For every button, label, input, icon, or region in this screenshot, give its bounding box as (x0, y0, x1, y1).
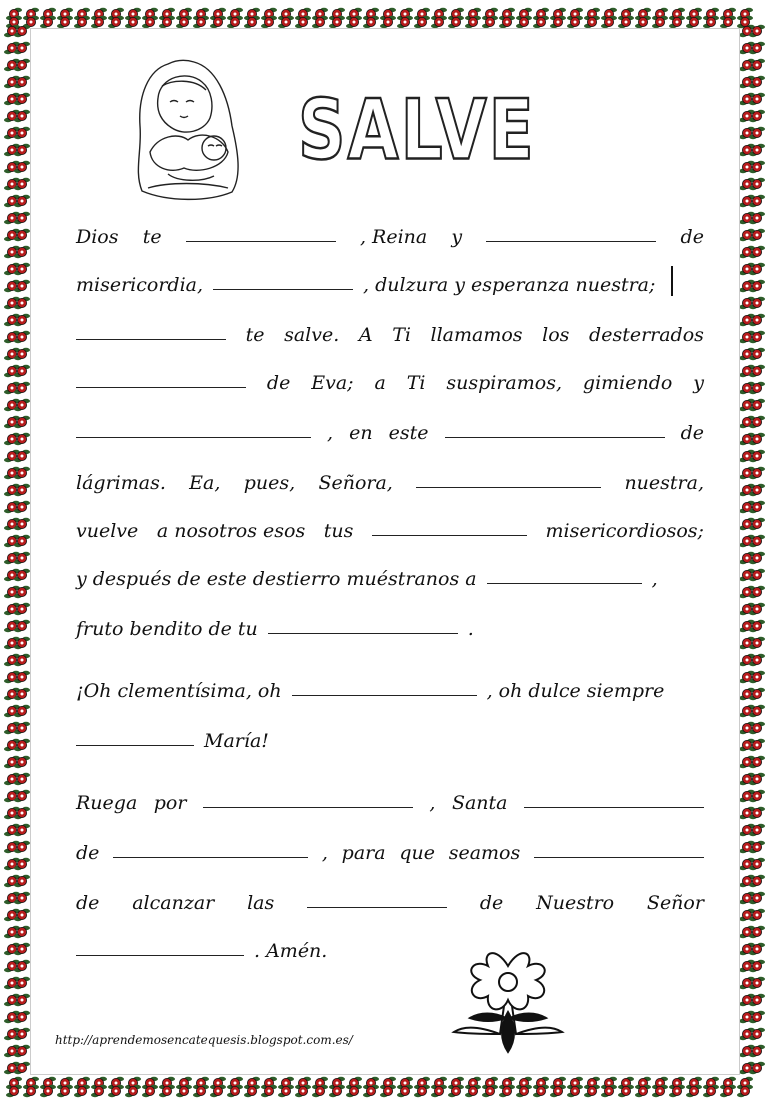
word: en (349, 422, 373, 444)
text-line (76, 550, 704, 590)
word: lágrimas. (76, 472, 166, 494)
fill-in-blank[interactable] (113, 856, 308, 858)
word: alcanzar (132, 892, 215, 914)
text-line (76, 922, 704, 962)
word: de (680, 226, 704, 248)
fill-in-blank[interactable] (203, 806, 413, 808)
word: para (341, 842, 386, 864)
fill-in-blank[interactable] (76, 954, 166, 956)
word: Ti (392, 324, 411, 346)
fill-in-blank[interactable] (487, 582, 642, 584)
word: Nuestro (536, 892, 615, 914)
fill-in-blank[interactable] (445, 436, 665, 438)
word: a nosotros esos (156, 520, 306, 542)
word: de (76, 892, 100, 914)
word: Ea, (189, 472, 221, 494)
word: te (245, 324, 265, 346)
text-line (76, 208, 704, 248)
text-line (76, 662, 704, 702)
word: y (451, 226, 463, 248)
word: desterrados (589, 324, 704, 346)
word: vuelve (76, 520, 139, 542)
word: Eva; (311, 372, 354, 394)
page-title: SALVE (298, 82, 536, 179)
word: te (142, 226, 162, 248)
text-line (76, 824, 704, 864)
word: suspiramos, (446, 372, 563, 394)
word: seamos (448, 842, 521, 864)
word: , (321, 842, 328, 864)
fill-in-blank[interactable] (76, 744, 194, 746)
word: , dulzura y esperanza nuestra; (363, 274, 656, 296)
word: Señor (646, 892, 704, 914)
word: llamamos (430, 324, 523, 346)
fill-in-blank[interactable] (76, 436, 311, 438)
text-line (76, 404, 704, 444)
word: , oh dulce siempre (486, 680, 665, 702)
word: Santa (451, 792, 508, 814)
fill-in-blank[interactable] (213, 288, 353, 290)
word: fruto bendito de tu (76, 618, 258, 640)
fill-in-blank[interactable] (76, 338, 226, 340)
fill-in-blank[interactable] (292, 694, 477, 696)
virgin-mary-with-child-icon (128, 56, 248, 202)
word: misericordiosos; (545, 520, 704, 542)
word: que (399, 842, 435, 864)
text-line (76, 454, 704, 494)
word: . (467, 618, 474, 640)
word: a (374, 372, 386, 394)
word: de (680, 422, 704, 444)
word: María! (204, 730, 269, 752)
word: de (479, 892, 504, 914)
word: ¡Oh clementísima, oh (76, 680, 282, 702)
word: Ti (406, 372, 426, 394)
fill-in-blank[interactable] (186, 240, 336, 242)
word: tus (323, 520, 354, 542)
word: y (693, 372, 704, 394)
word: y después de este destierro muéstranos a (76, 568, 477, 590)
word: salve. (284, 324, 340, 346)
text-line (76, 712, 704, 752)
word: de (266, 372, 291, 394)
fill-in-blank[interactable] (534, 856, 704, 858)
text-line (76, 874, 704, 914)
fill-in-blank[interactable] (524, 806, 704, 808)
fill-in-blank[interactable] (416, 486, 601, 488)
fill-in-blank[interactable] (76, 386, 246, 388)
word: Señora, (318, 472, 393, 494)
fill-in-blank[interactable] (372, 534, 527, 536)
text-line (76, 774, 704, 814)
word: por (153, 792, 187, 814)
word: los (542, 324, 570, 346)
flower-icon (444, 928, 572, 1056)
word: las (247, 892, 275, 914)
text-cursor (671, 266, 673, 296)
word: , (327, 422, 334, 444)
word: . Amén. (254, 940, 328, 962)
fill-in-blank[interactable] (486, 240, 656, 242)
word: Dios (76, 226, 119, 248)
text-line (76, 306, 704, 346)
word: misericordia, (76, 274, 204, 296)
text-line (76, 600, 704, 640)
footer-url[interactable]: http://aprendemosencatequesis.blogspot.com.es/ (55, 1033, 353, 1047)
word: de (76, 842, 100, 864)
word: Ruega (76, 792, 138, 814)
text-line (76, 256, 704, 296)
word: nuestra, (624, 472, 704, 494)
word: , (651, 568, 658, 590)
word: , (429, 792, 436, 814)
fill-in-blank[interactable] (166, 954, 244, 956)
fill-in-blank[interactable] (268, 632, 458, 634)
text-line (76, 354, 704, 394)
word: A (358, 324, 373, 346)
word: este (388, 422, 429, 444)
word: , Reina (359, 226, 428, 248)
word: pues, (243, 472, 296, 494)
fill-in-blank[interactable] (307, 906, 447, 908)
word: gimiendo (582, 372, 673, 394)
text-line (76, 502, 704, 542)
